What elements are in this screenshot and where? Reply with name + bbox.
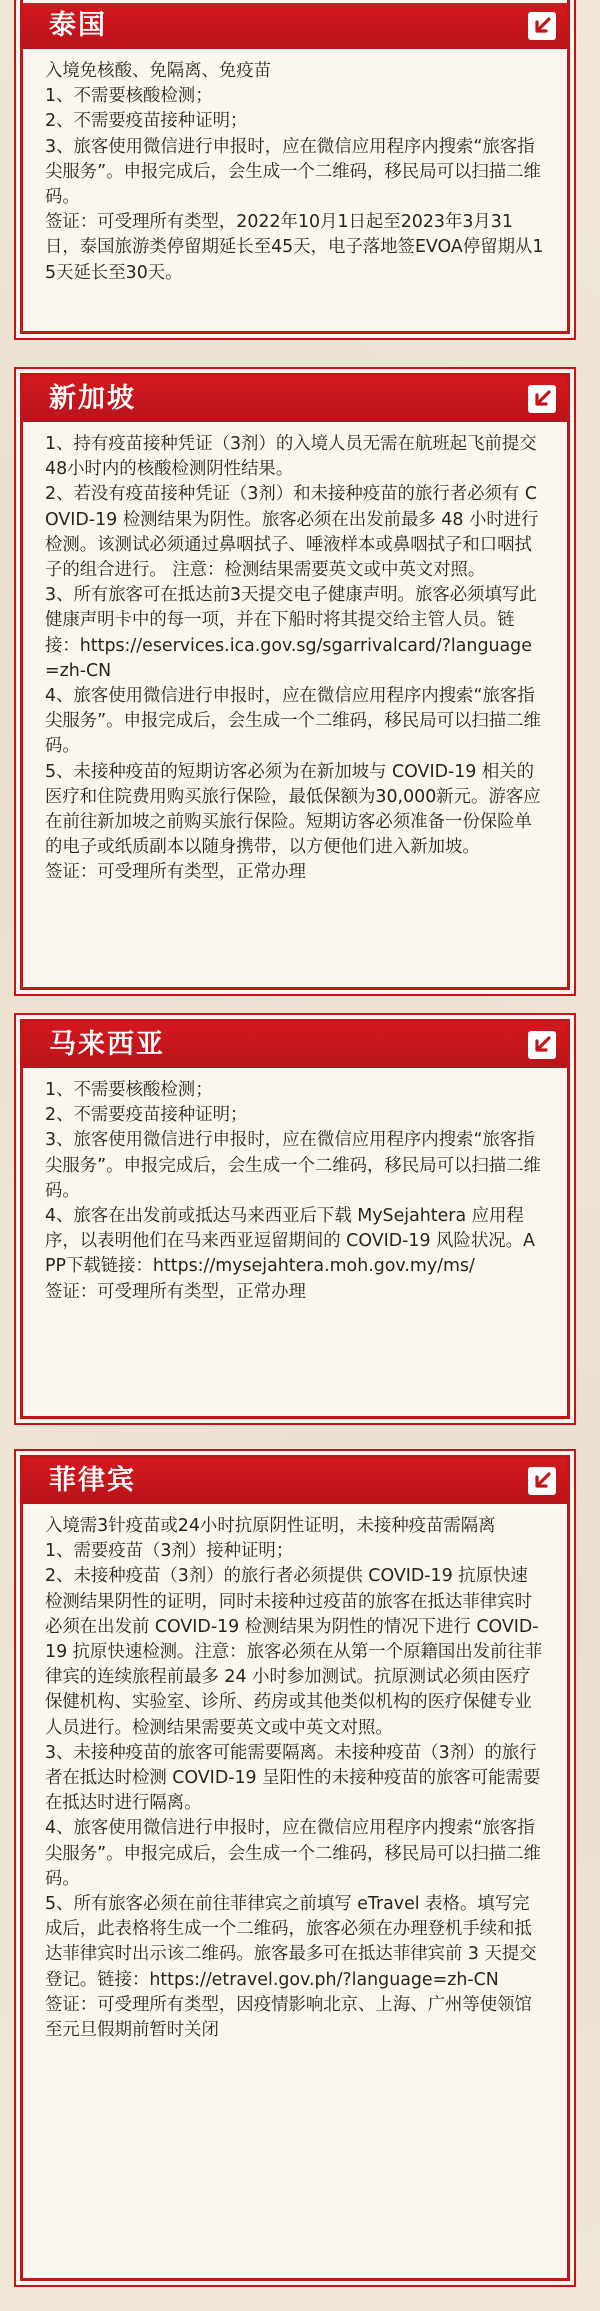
- paragraph: 1、需要疫苗（3剂）接种证明；: [45, 1541, 294, 1562]
- section-philippines: [20, 1455, 570, 2281]
- arrow-down-left-icon: [527, 11, 557, 41]
- paragraph: 3、旅客使用微信进行申报时，应在微信应用程序内搜索“旅客指尖服务”。申报完成后，会生成一个二维码，移民局可以扫描二维码。: [45, 1130, 541, 1201]
- arrow-down-left-icon: [527, 1466, 557, 1496]
- paragraph: 4、旅客在出发前或抵达马来西亚后下载 MySejahtera 应用程序，以表明他们在马来西亚逗留期间的 COVID-19 风险状况。APP下载链接：https://mysejahtera.moh.gov.my/ms/: [45, 1206, 535, 1277]
- section-header: [23, 376, 567, 422]
- paragraph: 1、持有疫苗接种凭证（3剂）的入境人员无需在航班起飞前提交48小时内的核酸检测阴性结果。: [45, 434, 537, 480]
- paragraph: 3、旅客使用微信进行申报时，应在微信应用程序内搜索“旅客指尖服务”。申报完成后，会生成一个二维码，移民局可以扫描二维码。: [45, 136, 541, 208]
- section-body: [23, 1068, 567, 1317]
- paragraph: 1、不需要核酸检测；: [45, 86, 213, 107]
- visa-note: 签证：可受理所有类型，正常办理: [45, 1281, 306, 1302]
- section-title: 泰国: [49, 10, 107, 41]
- section-malaysia: [20, 1019, 570, 1419]
- arrow-down-left-icon: [527, 1030, 557, 1060]
- section-header: [23, 1022, 567, 1068]
- section-title: 马来西亚: [49, 1029, 165, 1060]
- arrow-down-left-icon: [527, 384, 557, 414]
- section-singapore: [20, 373, 570, 990]
- paragraph: 2、若没有疫苗接种凭证（3剂）和未接种疫苗的旅行者必须有 COVID-19 检测结果为阴性。旅客必须在出发前最多 48 小时进行检测。该测试必须通过鼻咽拭子、唾液样本或鼻咽拭子和口咽拭子的组合进行。 注意：检测结果需要英文或中英文对照。: [45, 484, 539, 581]
- paragraph: 3、所有旅客可在抵达前3天提交电子健康声明。旅客必须填写此健康声明卡中的每一项，并在下船时将其提交给主管人员。链接：https://eservices.ica.gov.sg/sgarrivalcard/?language=zh-CN: [45, 585, 537, 681]
- visa-note: 签证：可受理所有类型，2022年10月1日起至2023年3月31日，泰国旅游类停留期延长至45天，电子落地签EVOA停留期从15天延长至30天。: [45, 212, 544, 283]
- paragraph: 3、未接种疫苗的旅客可能需要隔离。未接种疫苗（3剂）的旅行者在抵达时检测 COVID-19 呈阳性的未接种疫苗的旅客可能需要在抵达时进行隔离。: [45, 1742, 541, 1814]
- section-header: [23, 3, 567, 49]
- paragraph: 4、旅客使用微信进行申报时，应在微信应用程序内搜索“旅客指尖服务”。申报完成后，会生成一个二维码，移民局可以扫描二维码。: [45, 1818, 541, 1889]
- section-title: 菲律宾: [49, 1465, 136, 1496]
- section-body: [23, 1504, 567, 2055]
- paragraph: 1、不需要核酸检测；: [45, 1080, 213, 1100]
- paragraph: 4、旅客使用微信进行申报时，应在微信应用程序内搜索“旅客指尖服务”。申报完成后，会生成一个二维码，移民局可以扫描二维码。: [45, 686, 541, 757]
- section-thailand: [20, 0, 570, 334]
- visa-note: 签证：可受理所有类型，因疫情影响北京、上海、广州等使领馆至元旦假期前暂时关闭: [45, 1994, 532, 2041]
- paragraph: 5、未接种疫苗的短期访客必须为在新加坡与 COVID-19 相关的医疗和住院费用购买旅行保险，最低保额为30,000新元。游客应在前往新加坡之前购买旅行保险。短期访客必须准备一份保险单的电子或纸质副本以随身携带，以方便他们进入新加坡。: [45, 761, 541, 858]
- section-body: [23, 49, 567, 298]
- section-title: 新加坡: [49, 383, 136, 414]
- paragraph: 2、未接种疫苗（3剂）的旅行者必须提供 COVID-19 抗原快速检测结果阴性的证明，同时未接种过疫苗的旅客在抵达菲律宾时必须在出发前 COVID-19 检测结果为阴性的情况下进行 COVID-19 抗原快速检测。注意：旅客必须在从第一个原籍国出发前往菲律宾的连续旅程前最多 24 小时参加测试。抗原测试必须由医疗保健机构、实验室、诊所、药房或其他类似机构的医疗保健专业人员进行。检测结果需要英文或中英文对照。: [45, 1566, 543, 1738]
- visa-note: 签证：可受理所有类型，正常办理: [45, 862, 306, 883]
- section-body: [23, 422, 567, 898]
- section-header: [23, 1458, 567, 1504]
- paragraph: 5、所有旅客必须在前往菲律宾之前填写 eTravel 表格。填写完成后，此表格将生成一个二维码，旅客必须在办理登机手续和抵达菲律宾时出示该二维码。旅客最多可在抵达菲律宾前 3 天提交登记。链接：https://etravel.gov.ph/?language=zh-CN: [45, 1894, 537, 1990]
- paragraph: 2、不需要疫苗接种证明；: [45, 1105, 248, 1126]
- paragraph: 入境需3针疫苗或24小时抗原阴性证明，未接种疫苗需隔离: [45, 1516, 496, 1536]
- paragraph: 入境免核酸、免隔离、免疫苗: [45, 61, 272, 81]
- paragraph: 2、不需要疫苗接种证明；: [45, 111, 248, 132]
